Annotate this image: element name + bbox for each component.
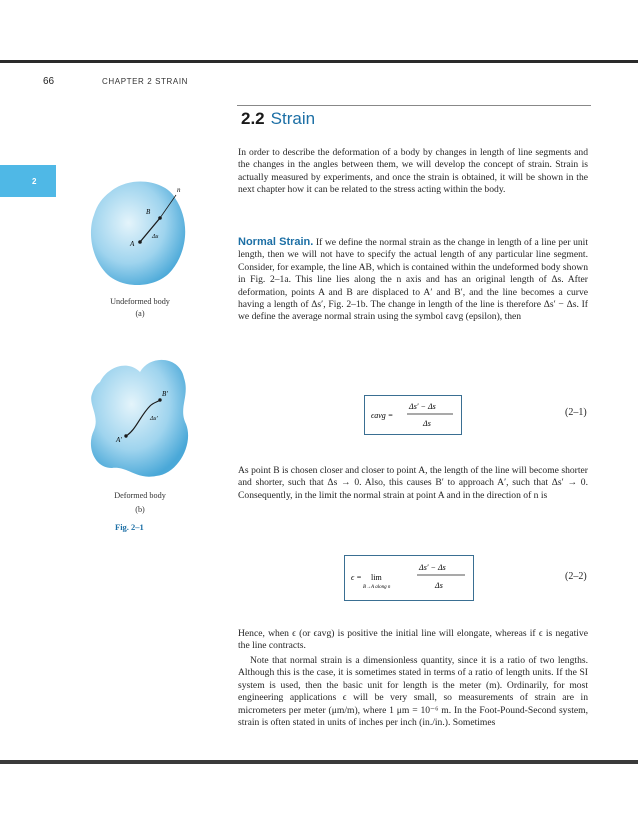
label-delta-s: Δs [152, 233, 159, 240]
equation-2-1 [365, 396, 461, 434]
eq1-denominator: Δs [423, 419, 431, 428]
figure-deformed-body [78, 348, 208, 488]
point-a-prime-dot [124, 434, 127, 437]
caption-deformed-sub: (b) [135, 505, 145, 514]
label-a-prime: A′ [116, 436, 122, 444]
chapter-tab: 2 [0, 165, 56, 197]
section-title: Strain [270, 109, 316, 128]
undeformed-body-shape [91, 182, 185, 285]
paragraph-limit: As point B is chosen closer and closer to point A, the length of the line will become shorter and shorter, such that Δs → 0. Also, this causes B′ to approach A′, such that Δs′ → 0. Consequently, in the limit the normal strain at point A and in the direction of n is [238, 465, 588, 501]
eq1-numerator: Δs′ − Δs [409, 402, 436, 411]
section-rule [237, 105, 591, 106]
eq2-lhs: ϵ = [351, 573, 362, 582]
paragraph-sign: Hence, when ϵ (or ϵavg) is positive the initial line will elongate, whereas if ϵ is negative the line contracts. [238, 628, 588, 652]
label-delta-s-prime: Δs′ [150, 415, 158, 422]
eq2-lim-sub: B→A along n [363, 585, 391, 590]
page-number: 66 [43, 76, 55, 87]
equation-2-2 [345, 556, 473, 600]
normal-strain-heading: Normal Strain. [238, 236, 314, 248]
section-heading [241, 109, 315, 129]
eq2-denominator: Δs [435, 581, 443, 590]
section-number: 2.2 [241, 109, 265, 128]
equation-box-2-1 [364, 395, 462, 435]
figure-undeformed-body [80, 170, 210, 300]
label-n: n [177, 186, 181, 194]
point-a-dot [138, 240, 142, 244]
point-b-dot [158, 216, 162, 220]
deformed-body-shape [91, 360, 188, 477]
chapter-label: CHAPTER 2 STRAIN [102, 77, 189, 86]
equation-box-2-2 [344, 555, 474, 601]
caption-undeformed-sub: (a) [135, 309, 145, 318]
equation-number-2-2: (2–2) [565, 571, 587, 582]
label-b-prime: B′ [162, 390, 168, 398]
figure-label: Fig. 2–1 [115, 522, 144, 532]
bottom-rule [0, 760, 638, 764]
label-b: B [146, 208, 151, 216]
label-a: A [130, 240, 135, 248]
caption-deformed: Deformed body [114, 491, 166, 500]
point-b-prime-dot [158, 398, 161, 401]
top-rule [0, 60, 638, 63]
equation-number-2-1: (2–1) [565, 407, 587, 418]
normal-strain-text: If we define the normal strain as the change in length of a line per unit length, then we will not have to specify the actual length of any particular line segment. Consider, for example, the line AB, which is contained within the undeformed body shown in Fig. 2–1a. This line lies along the n axis and has an original length of Δs. After deformation, points A and B are displaced to A′ and B′, and the line becomes a curve having a length of Δs′, Fig. 2–1b. The change in length of the line is therefore Δs′ − Δs. If we define the average normal strain using the symbol ϵavg (epsilon), then [238, 237, 589, 323]
caption-undeformed: Undeformed body [110, 297, 170, 306]
eq2-lim: lim [371, 573, 382, 582]
paragraph-units: Note that normal strain is a dimensionless quantity, since it is a ratio of two lengths. Although this is the case, it is sometimes stated in terms of a ratio of length units. If the SI system is used, then the basic unit for length is the meter (m). Ordinarily, for most engineering applications ϵ will be very small, so measurements of strain are in micrometers per meter (μm/m), where 1 μm = 10⁻⁶ m. In the Foot-Pound-Second system, strain is often stated in units of inches per inch (in./in.). Sometimes [238, 655, 588, 729]
paragraph-intro: In order to describe the deformation of a body by changes in length of line segments and the changes in the angles between them, we will develop the concept of strain. Strain is actually measured by experiments, and once the strain is obtained, it will be shown in the next chapter how it can be related to the stress acting within the body. [238, 147, 588, 196]
eq1-lhs: ϵavg = [371, 411, 394, 420]
eq2-numerator: Δs′ − Δs [419, 563, 446, 572]
paragraph-normal-strain [238, 236, 588, 324]
